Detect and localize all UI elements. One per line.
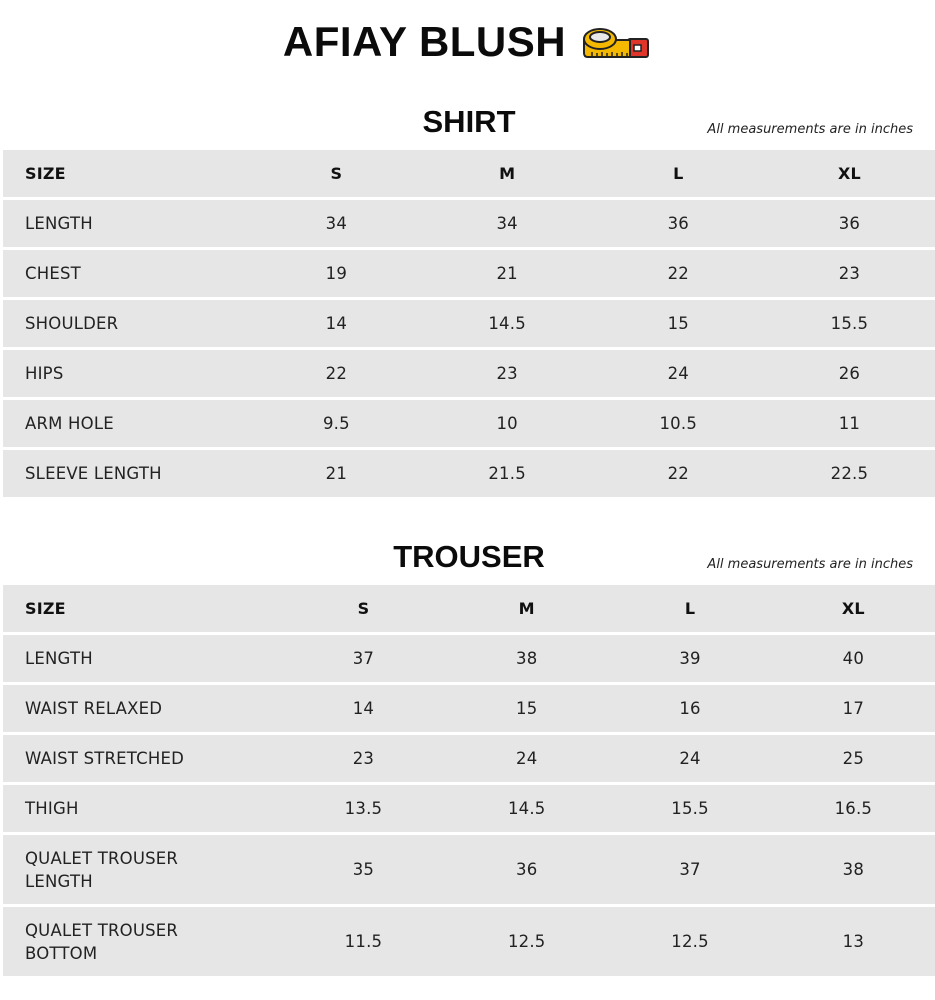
value-cell: 9.5 bbox=[251, 400, 421, 447]
table-header-row bbox=[3, 150, 935, 197]
table-row bbox=[3, 835, 935, 904]
value-cell: 22.5 bbox=[764, 450, 935, 497]
value-cell: 14.5 bbox=[445, 785, 608, 832]
header-cell: L bbox=[593, 150, 764, 197]
header-cell: S bbox=[282, 585, 445, 632]
value-cell: 16.5 bbox=[772, 785, 935, 832]
value-cell: 36 bbox=[764, 200, 935, 247]
row-label: HIPS bbox=[3, 350, 251, 397]
table-row bbox=[3, 450, 935, 497]
table-row bbox=[3, 350, 935, 397]
value-cell: 10 bbox=[422, 400, 593, 447]
section-title: TROUSER bbox=[393, 539, 545, 574]
header-cell: XL bbox=[772, 585, 935, 632]
row-label: WAIST STRETCHED bbox=[3, 735, 282, 782]
units-note: All measurements are in inches bbox=[707, 122, 913, 137]
value-cell: 21 bbox=[422, 250, 593, 297]
table-row bbox=[3, 635, 935, 682]
measuring-tape-icon bbox=[580, 26, 652, 60]
table-row bbox=[3, 400, 935, 447]
value-cell: 14 bbox=[282, 685, 445, 732]
value-cell: 23 bbox=[422, 350, 593, 397]
value-cell: 14 bbox=[251, 300, 421, 347]
row-label: LENGTH bbox=[3, 635, 282, 682]
shirt-section bbox=[3, 98, 935, 500]
value-cell: 40 bbox=[772, 635, 935, 682]
value-cell: 38 bbox=[772, 835, 935, 904]
table-row bbox=[3, 250, 935, 297]
value-cell: 13 bbox=[772, 907, 935, 976]
value-cell: 23 bbox=[764, 250, 935, 297]
table-header-row bbox=[3, 585, 935, 632]
shirt-size-table bbox=[3, 147, 935, 500]
value-cell: 36 bbox=[445, 835, 608, 904]
header-cell: M bbox=[422, 150, 593, 197]
value-cell: 13.5 bbox=[282, 785, 445, 832]
value-cell: 39 bbox=[608, 635, 771, 682]
value-cell: 21.5 bbox=[422, 450, 593, 497]
value-cell: 35 bbox=[282, 835, 445, 904]
value-cell: 21 bbox=[251, 450, 421, 497]
value-cell: 15 bbox=[445, 685, 608, 732]
value-cell: 24 bbox=[608, 735, 771, 782]
brand-title: AFIAY BLUSH bbox=[282, 18, 567, 65]
row-label: SHOULDER bbox=[3, 300, 251, 347]
row-label: SLEEVE LENGTH bbox=[3, 450, 251, 497]
value-cell: 11 bbox=[764, 400, 935, 447]
header-cell: M bbox=[445, 585, 608, 632]
row-label: WAIST RELAXED bbox=[3, 685, 282, 732]
value-cell: 24 bbox=[445, 735, 608, 782]
value-cell: 34 bbox=[422, 200, 593, 247]
value-cell: 10.5 bbox=[593, 400, 764, 447]
header-cell: SIZE bbox=[3, 150, 251, 197]
value-cell: 26 bbox=[764, 350, 935, 397]
row-label: ARM HOLE bbox=[3, 400, 251, 447]
section-title: SHIRT bbox=[422, 104, 516, 139]
units-note: All measurements are in inches bbox=[707, 557, 913, 572]
value-cell: 37 bbox=[282, 635, 445, 682]
value-cell: 37 bbox=[608, 835, 771, 904]
row-label: QUALET TROUSER LENGTH bbox=[3, 835, 282, 904]
value-cell: 15.5 bbox=[608, 785, 771, 832]
value-cell: 12.5 bbox=[608, 907, 771, 976]
table-row bbox=[3, 300, 935, 347]
value-cell: 34 bbox=[251, 200, 421, 247]
value-cell: 22 bbox=[251, 350, 421, 397]
value-cell: 38 bbox=[445, 635, 608, 682]
table-row bbox=[3, 735, 935, 782]
value-cell: 22 bbox=[593, 450, 764, 497]
table-row bbox=[3, 907, 935, 976]
value-cell: 24 bbox=[593, 350, 764, 397]
header-cell: XL bbox=[764, 150, 935, 197]
header-cell: SIZE bbox=[3, 585, 282, 632]
value-cell: 25 bbox=[772, 735, 935, 782]
value-cell: 14.5 bbox=[422, 300, 593, 347]
row-label: CHEST bbox=[3, 250, 251, 297]
row-label: LENGTH bbox=[3, 200, 251, 247]
header-cell: L bbox=[608, 585, 771, 632]
value-cell: 19 bbox=[251, 250, 421, 297]
value-cell: 23 bbox=[282, 735, 445, 782]
value-cell: 17 bbox=[772, 685, 935, 732]
trouser-size-table bbox=[3, 582, 935, 979]
table-row bbox=[3, 785, 935, 832]
value-cell: 22 bbox=[593, 250, 764, 297]
table-row bbox=[3, 685, 935, 732]
value-cell: 16 bbox=[608, 685, 771, 732]
value-cell: 11.5 bbox=[282, 907, 445, 976]
value-cell: 12.5 bbox=[445, 907, 608, 976]
value-cell: 15 bbox=[593, 300, 764, 347]
row-label: QUALET TROUSER BOTTOM bbox=[3, 907, 282, 976]
header-cell: S bbox=[251, 150, 421, 197]
table-row bbox=[3, 200, 935, 247]
trouser-section bbox=[3, 533, 935, 979]
row-label: THIGH bbox=[3, 785, 282, 832]
value-cell: 36 bbox=[593, 200, 764, 247]
brand-header bbox=[0, 18, 935, 66]
value-cell: 15.5 bbox=[764, 300, 935, 347]
